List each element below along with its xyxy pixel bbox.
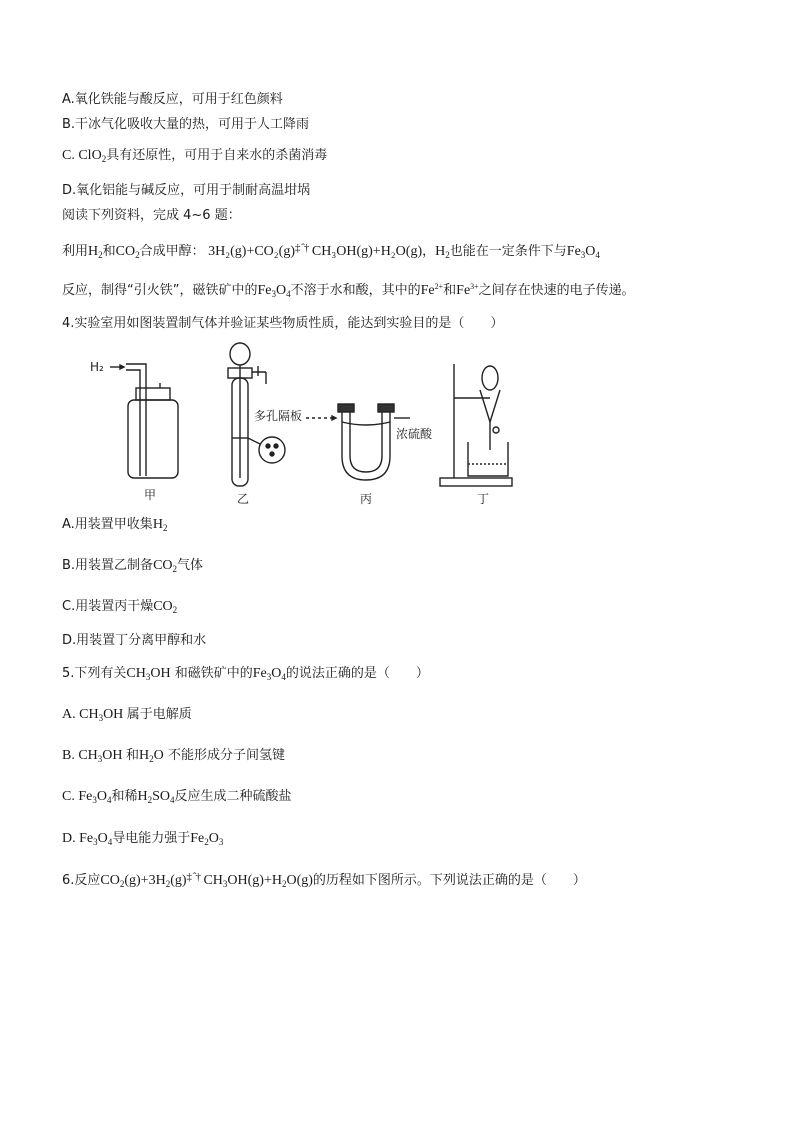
- apparatus-figure: [80, 338, 570, 506]
- reading-line-1: 利用$H_2$和$CO_2$合成甲醇： $3H_2(g)+CO_2(g)^{\ddagger ˆ\dagger}$ CH₃OH(g)+H₂O(g)，$H_2$也能在一定条件下与$Fe_3O_4$: [62, 242, 600, 260]
- label-ding: 丁: [477, 492, 490, 506]
- q3-option-a: A.氧化铁能与酸反应，可用于红色颜料: [62, 92, 283, 107]
- q3-option-c: C. ClO$_2$具有还原性，可用于自来水的杀菌消毒: [62, 148, 328, 164]
- clo2-formula: C. ClO$_2$: [62, 148, 107, 164]
- q4-option-a: A.用装置甲收集$H_2$: [62, 517, 168, 533]
- q4-stem: 4.实验室用如图装置制气体并验证某些物质性质，能达到实验目的是（ ）: [62, 316, 504, 331]
- apparatus-bing: [306, 404, 410, 480]
- q4-option-c: C.用装置丙干燥$CO_2$: [62, 599, 178, 615]
- q5-option-a: A. $CH_3OH$ 属于电解质: [62, 707, 192, 723]
- q5-stem: 5.下列有关$CH_3OH$ 和磁铁矿中的$Fe_3O_4$的说法正确的是（ ）: [62, 666, 429, 682]
- q4-option-b: B.用装置乙制备$CO_2$气体: [62, 558, 204, 574]
- q3-option-b: B.干冰气化吸收大量的热，可用于人工降雨: [62, 117, 310, 132]
- h2-label: H₂: [90, 360, 104, 374]
- porous-plate-label: 多孔隔板: [254, 409, 303, 423]
- q6-stem: 6.反应$CO_2(g)+3H_2(g)^{\ddagger ˆ\dagger}$ $CH_3OH(g)+H_2O(g)$的历程如下图所示。下列说法正确的是（ ）: [62, 871, 586, 889]
- label-bing: 丙: [360, 492, 373, 506]
- label-jia: 甲: [144, 488, 157, 502]
- conc-acid-label: 浓硫酸: [396, 427, 433, 441]
- reaction-equation: $3H_2(g)+CO_2(g)^{\ddagger ˆ\dagger}$ CH₃OH(g)+H₂O(g): [208, 242, 423, 259]
- q5-option-b: B. $CH_3OH$ 和$H_2O$ 不能形成分子间氢键: [62, 748, 285, 764]
- apparatus-jia: [90, 360, 178, 478]
- label-yi: 乙: [237, 492, 250, 506]
- q3-option-d: D.氧化铝能与碱反应，可用于制耐高温坩埚: [62, 183, 311, 198]
- apparatus-ding: [440, 364, 512, 486]
- reading-intro: 阅读下列资料，完成 4~6 题：: [62, 208, 241, 223]
- q5-option-c: C. $Fe_3O_4$和稀$H_2SO_4$反应生成二种硫酸盐: [62, 789, 292, 805]
- q4-option-d: D.用装置丁分离甲醇和水: [62, 633, 207, 648]
- q5-option-d: D. $Fe_3O_4$导电能力强于$Fe_2O_3$: [62, 831, 224, 847]
- reading-line-2: 反应，制得“引火铁”，磁铁矿中的$Fe_3O_4$不溶于水和酸，其中的$Fe^{2+}$和$Fe^{3+}$之间存在快速的电子传递。: [62, 282, 635, 299]
